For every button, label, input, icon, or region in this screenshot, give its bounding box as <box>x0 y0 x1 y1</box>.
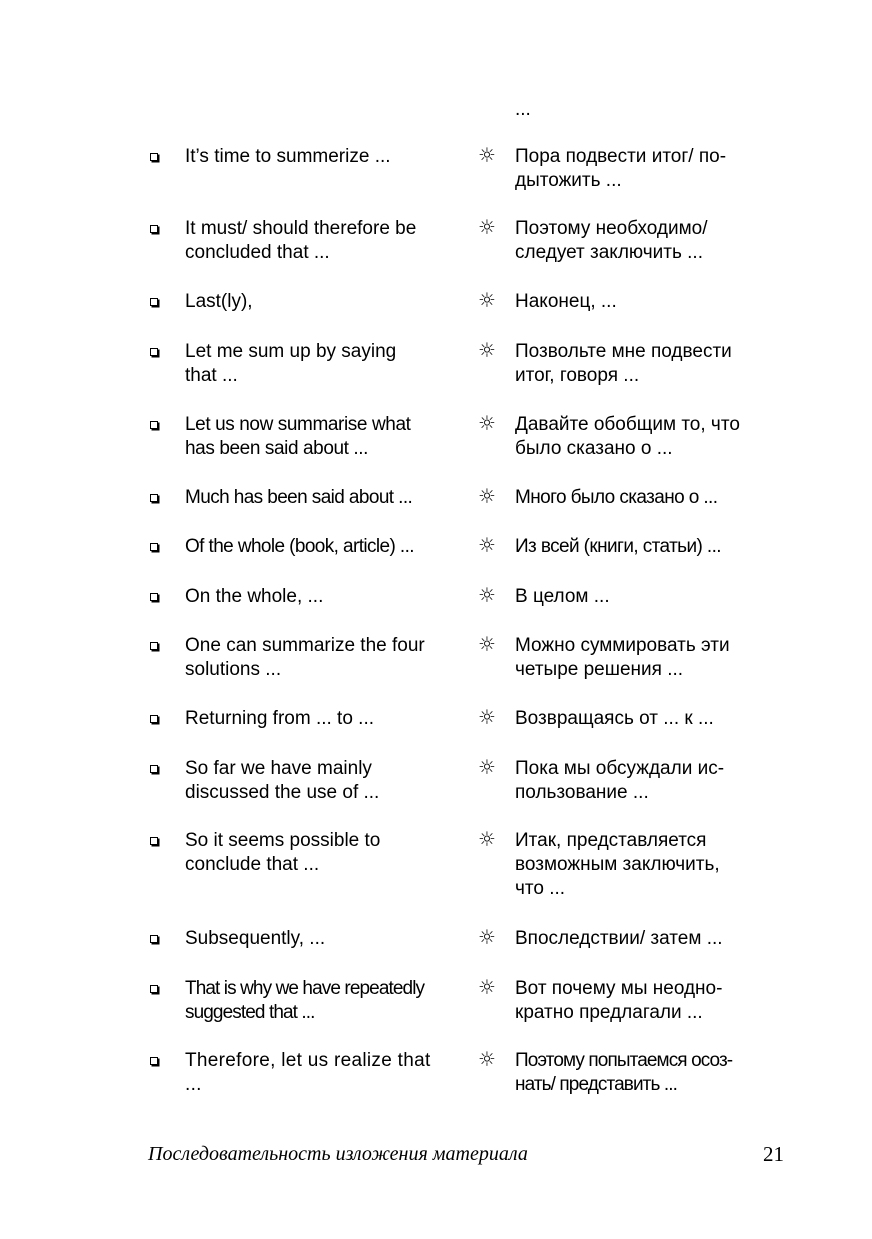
checkbox-bullet-icon <box>150 642 158 650</box>
russian-phrase: Поэтому необходимо/ следует заключить ... <box>515 218 708 263</box>
checkbox-bullet-icon <box>150 837 158 845</box>
english-phrase: That is why we have repeatedly suggested that ... <box>185 978 425 1023</box>
checkbox-bullet-icon <box>150 298 158 306</box>
sun-bullet-icon: ☼ <box>478 288 496 312</box>
russian-phrase: Пора подвести итог/ по- дытожить ... <box>515 146 727 191</box>
english-phrase: So far we have mainly discussed the use of ... <box>185 758 380 803</box>
sun-bullet-icon: ☼ <box>478 215 496 239</box>
page-number: 21 <box>763 1142 784 1166</box>
checkbox-bullet-icon <box>150 765 158 773</box>
english-phrase: One can summarize the four solutions ... <box>185 635 425 680</box>
phrase-row <box>0 1049 872 1109</box>
russian-phrase: Впоследствии/ затем ... <box>515 928 723 949</box>
russian-phrase: Наконец, ... <box>515 291 617 312</box>
checkbox-bullet-icon <box>150 935 158 943</box>
sun-bullet-icon: ☼ <box>478 925 496 949</box>
russian-phrase: Позвольте мне подвести итог, говоря ... <box>515 341 732 386</box>
sun-bullet-icon: ☼ <box>478 705 496 729</box>
sun-bullet-icon: ☼ <box>478 632 496 656</box>
checkbox-bullet-icon <box>150 348 158 356</box>
russian-phrase: Давайте обобщим то, что было сказано о ... <box>515 414 740 459</box>
russian-phrase: Много было сказано о ... <box>515 487 718 508</box>
sun-bullet-icon: ☼ <box>478 1047 496 1071</box>
english-phrase: It must/ should therefore be concluded that ... <box>185 218 417 263</box>
phrase-row <box>0 757 872 817</box>
checkbox-bullet-icon <box>150 1057 158 1065</box>
english-phrase: Of the whole (book, article) ... <box>185 536 414 557</box>
checkbox-bullet-icon <box>150 153 158 161</box>
checkbox-bullet-icon <box>150 421 158 429</box>
running-footer-title: Последовательность изложения материала <box>148 1143 528 1165</box>
russian-phrase: Из всей (книги, статьи) ... <box>515 536 721 557</box>
russian-phrase: Можно суммировать эти четыре решения ... <box>515 635 730 680</box>
phrase-row <box>0 340 872 400</box>
english-phrase: Much has been said about ... <box>185 487 413 508</box>
english-phrase: It’s time to summerize ... <box>185 146 391 167</box>
sun-bullet-icon: ☼ <box>478 533 496 557</box>
sun-bullet-icon: ☼ <box>478 827 496 851</box>
phrase-row <box>0 413 872 473</box>
russian-phrase: Вот почему мы неодно- кратно предлагали ... <box>515 978 723 1023</box>
phrase-row <box>0 977 872 1037</box>
english-phrase: On the whole, ... <box>185 586 324 607</box>
phrase-row <box>0 145 872 205</box>
english-phrase: Therefore, let us realize that ... <box>185 1050 431 1095</box>
checkbox-bullet-icon <box>150 593 158 601</box>
sun-bullet-icon: ☼ <box>478 411 496 435</box>
sun-bullet-icon: ☼ <box>478 583 496 607</box>
english-phrase: Subsequently, ... <box>185 928 326 949</box>
english-phrase: Last(ly), <box>185 291 253 312</box>
english-phrase: Returning from ... to ... <box>185 708 375 729</box>
russian-phrase: В целом ... <box>515 586 610 607</box>
phrase-row <box>0 827 872 899</box>
sun-bullet-icon: ☼ <box>478 755 496 779</box>
russian-phrase: Пока мы обсуждали ис- пользование ... <box>515 758 725 803</box>
continuation-text: ... <box>515 99 531 120</box>
checkbox-bullet-icon <box>150 985 158 993</box>
russian-phrase: Поэтому попытаемся осоз- нать/ представить ... <box>515 1050 733 1095</box>
english-phrase: So it seems possible to conclude that ... <box>185 830 381 875</box>
checkbox-bullet-icon <box>150 715 158 723</box>
russian-phrase: Итак, представляется возможным заключить, что ... <box>515 830 720 899</box>
sun-bullet-icon: ☼ <box>478 975 496 999</box>
english-phrase: Let me sum up by saying that ... <box>185 341 397 386</box>
phrase-row <box>0 217 872 277</box>
checkbox-bullet-icon <box>150 543 158 551</box>
russian-phrase: Возвращаясь от ... к ... <box>515 708 714 729</box>
checkbox-bullet-icon <box>150 225 158 233</box>
sun-bullet-icon: ☼ <box>478 143 496 167</box>
english-phrase: Let us now summarise what has been said about ... <box>185 414 411 459</box>
sun-bullet-icon: ☼ <box>478 338 496 362</box>
sun-bullet-icon: ☼ <box>478 484 496 508</box>
phrase-row <box>0 634 872 694</box>
checkbox-bullet-icon <box>150 494 158 502</box>
